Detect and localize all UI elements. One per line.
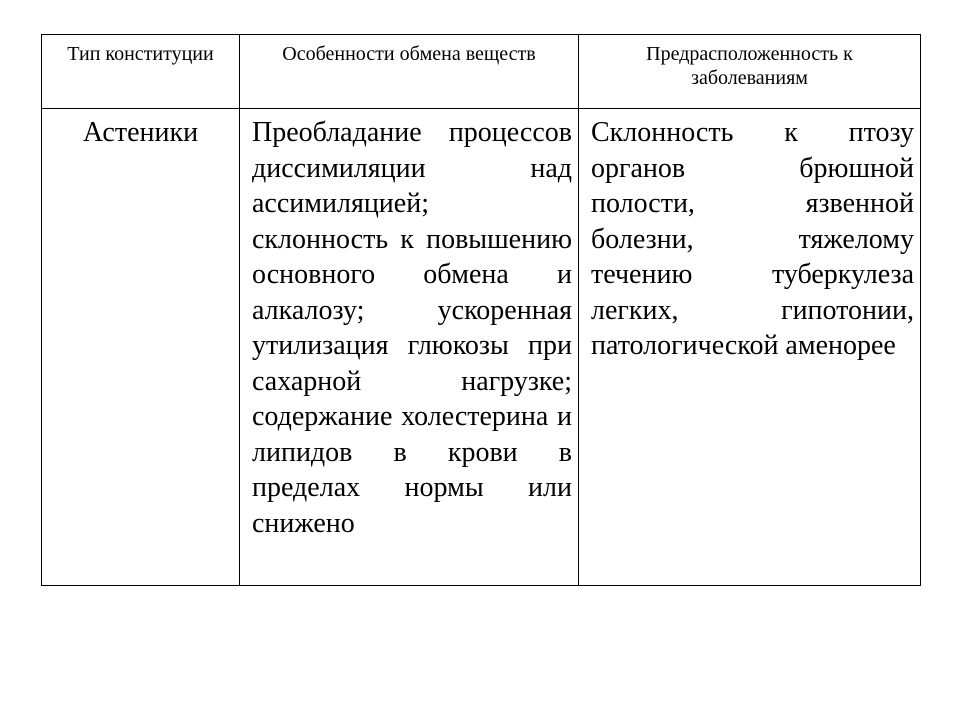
header-diseases — [579, 35, 921, 109]
header-metabolism — [240, 35, 579, 109]
table-header-row — [42, 35, 921, 109]
metabolism-text: Преобладание процессов диссимиляции над ассимиляцией; склонность к повышению основного обмена и алкалозу; ускоренная утилизация глюкозы при сахарной нагрузке; содержание холестерина и липидов в крови в пределах нормы или снижено — [252, 117, 572, 539]
table-row — [42, 109, 921, 586]
header-constitution-type-label: Тип конституции — [67, 43, 214, 65]
header-metabolism-label: Особенности обмена веществ — [282, 43, 536, 65]
cell-constitution-type — [42, 109, 240, 586]
header-diseases-label: Предрасположенность к заболеваниям — [646, 43, 853, 89]
header-constitution-type — [42, 35, 240, 109]
constitution-table — [41, 34, 921, 586]
cell-metabolism — [240, 109, 579, 586]
diseases-text: Склонность к птозу органов брюшной полости, язвенной болезни, тяжелому течению туберкулеза легких, гипотонии, патологической аменорее — [591, 117, 914, 361]
cell-diseases — [579, 109, 921, 586]
constitution-type-text: Астеники — [82, 117, 199, 148]
